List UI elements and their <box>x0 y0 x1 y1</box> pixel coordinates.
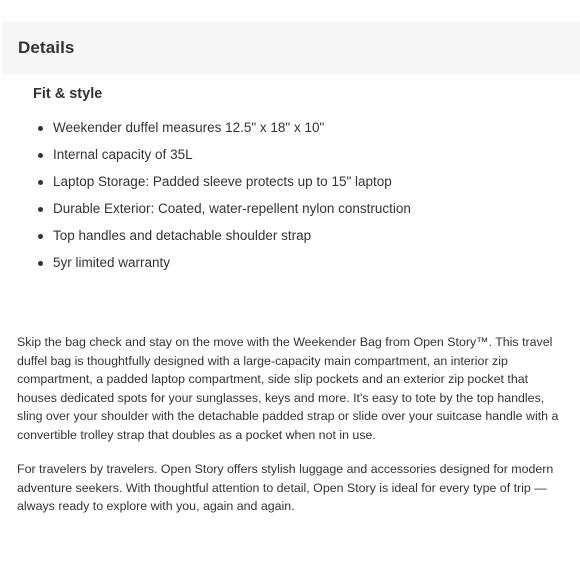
feature-item <box>36 119 411 146</box>
product-description <box>17 333 569 532</box>
feature-text: Durable Exterior: Coated, water-repellent nylon construction <box>53 201 411 216</box>
feature-text: Laptop Storage: Padded sleeve protects up to 15" laptop <box>53 174 392 189</box>
feature-item <box>36 200 411 227</box>
bullet-icon <box>38 261 43 266</box>
bullet-icon <box>38 153 43 158</box>
bullet-icon <box>38 207 43 212</box>
feature-item <box>36 254 411 281</box>
bullet-icon <box>38 180 43 185</box>
feature-text: Weekender duffel measures 12.5" x 18" x 10" <box>53 120 325 135</box>
feature-item <box>36 227 411 254</box>
feature-text: 5yr limited warranty <box>53 255 171 270</box>
feature-item <box>36 146 411 173</box>
bullet-icon <box>38 234 43 239</box>
feature-text: Top handles and detachable shoulder strap <box>53 228 312 243</box>
description-paragraph: For travelers by travelers. Open Story offers stylish luggage and accessories designed for modern adventure seekers. With thoughtful attention to detail, Open Story is ideal for every type of trip — always ready to explore with you, again and again. <box>17 462 554 513</box>
feature-text: Internal capacity of 35L <box>53 147 193 162</box>
feature-item <box>36 173 411 200</box>
feature-list <box>36 119 411 281</box>
details-header <box>2 21 580 75</box>
details-title: Details <box>18 38 75 57</box>
bullet-icon <box>38 126 43 131</box>
description-paragraph: Skip the bag check and stay on the move with the Weekender Bag from Open Story™. This travel duffel bag is thoughtfully designed with a large-capacity main compartment, an interior zip compartment, a padded laptop compartment, side slip pockets and an exterior zip pocket that houses dedicated spots for your sunglasses, keys and more. It's easy to tote by the top handles, sling over your shoulder with the detachable padded strap or slide over your suitcase handle with a convertible trolley strap that doubles as a pocket when not in use. <box>17 335 559 442</box>
fit-style-heading: Fit & style <box>33 86 103 102</box>
